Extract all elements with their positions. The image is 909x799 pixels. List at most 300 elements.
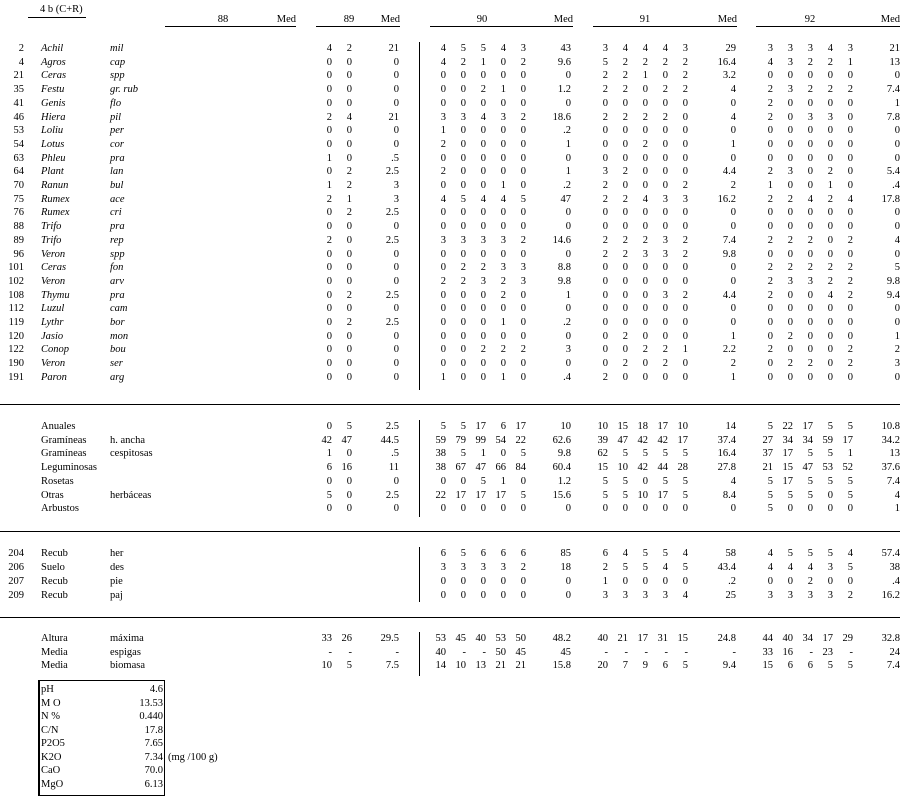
value-91: 4: [682, 590, 688, 601]
value-90: 45: [455, 633, 466, 644]
value-92: 0: [847, 125, 853, 136]
value-92: 29: [842, 633, 853, 644]
value-91: 5: [622, 476, 628, 487]
value-90: 0: [520, 358, 526, 369]
value-89: 0: [346, 262, 352, 273]
value-90: 0: [500, 166, 506, 177]
value-91: 4: [622, 548, 628, 559]
value-92: 0: [787, 180, 793, 191]
value-92: 5: [827, 448, 833, 459]
value-90: 0: [480, 503, 486, 514]
value-91: 0: [602, 153, 608, 164]
value-91: 2: [602, 194, 608, 205]
value-92: 0: [847, 331, 853, 342]
value-91: 0: [642, 303, 648, 314]
value-90: 0: [460, 125, 466, 136]
median-89: .5: [391, 448, 399, 459]
value-91: 2: [602, 112, 608, 123]
value-92: 2: [807, 57, 813, 68]
value-91: 4: [642, 43, 648, 54]
median-89: 0: [393, 372, 399, 383]
section-rule: [0, 617, 900, 618]
median-89: 0: [393, 221, 399, 232]
value-91: 4: [642, 194, 648, 205]
med-header-92: Med: [880, 14, 900, 25]
value-90: 0: [480, 153, 486, 164]
value-91: 0: [602, 303, 608, 314]
value-90: 2: [480, 262, 486, 273]
value-91: 0: [662, 303, 668, 314]
value-92: 0: [787, 153, 793, 164]
value-90: 0: [440, 303, 446, 314]
value-92: 16: [782, 647, 793, 658]
value-90: 10: [455, 660, 466, 671]
median-89: 0: [393, 476, 399, 487]
median-89: 21: [388, 112, 399, 123]
value-90: 5: [520, 490, 526, 501]
value-90: 1: [500, 372, 506, 383]
median-92: .4: [892, 576, 900, 587]
value-91: 0: [642, 290, 648, 301]
value-91: 0: [622, 503, 628, 514]
value-90: 0: [480, 576, 486, 587]
value-91: 5: [622, 448, 628, 459]
med-header-91: Med: [717, 14, 737, 25]
value-90: 0: [500, 139, 506, 150]
value-91: 2: [602, 249, 608, 260]
median-89: 0: [393, 139, 399, 150]
value-91: 4: [682, 548, 688, 559]
value-91: 0: [602, 358, 608, 369]
value-92: 0: [807, 98, 813, 109]
value-90: 3: [480, 562, 486, 573]
value-92: 6: [807, 660, 813, 671]
value-92: 5: [847, 660, 853, 671]
value-89: 0: [326, 331, 332, 342]
median-91: 24.8: [717, 633, 736, 644]
species-genus: Conop: [41, 344, 70, 355]
value-92: 3: [787, 166, 793, 177]
median-90: 14.6: [552, 235, 571, 246]
value-89: 2: [346, 43, 352, 54]
value-90: 4: [500, 43, 506, 54]
median-89: 29.5: [380, 633, 399, 644]
species-genus: Achil: [41, 43, 64, 54]
median-89: 2.5: [385, 421, 399, 432]
value-91: 0: [682, 576, 688, 587]
median-89: .5: [391, 153, 399, 164]
value-92: 0: [847, 372, 853, 383]
value-91: 0: [662, 503, 668, 514]
median-91: 3.2: [722, 70, 736, 81]
value-91: 0: [662, 98, 668, 109]
value-89: 42: [321, 435, 332, 446]
year-header-91: 91: [639, 14, 651, 25]
value-90: 38: [435, 448, 446, 459]
median-90: 0: [565, 249, 571, 260]
group-name: Rosetas: [41, 476, 74, 487]
value-92: 0: [787, 372, 793, 383]
median-90: 9.8: [557, 276, 571, 287]
median-89: 44.5: [380, 435, 399, 446]
value-91: 0: [622, 180, 628, 191]
value-90: 3: [440, 562, 446, 573]
value-92: 0: [767, 576, 773, 587]
value-92: 4: [767, 57, 773, 68]
median-91: 0: [730, 317, 736, 328]
value-90: 5: [460, 194, 466, 205]
median-92: 13: [889, 57, 900, 68]
value-92: 0: [767, 372, 773, 383]
value-90: 3: [460, 112, 466, 123]
value-90: 0: [500, 448, 506, 459]
value-90: 0: [480, 70, 486, 81]
value-92: 3: [787, 84, 793, 95]
value-91: 0: [642, 153, 648, 164]
value-89: 0: [346, 331, 352, 342]
value-90: 0: [480, 331, 486, 342]
value-92: 2: [847, 358, 853, 369]
median-92: 7.4: [886, 660, 900, 671]
median-92: 17.8: [881, 194, 900, 205]
value-91: 2: [662, 112, 668, 123]
cover-qualifier: pie: [110, 576, 123, 587]
median-92: 0: [894, 249, 900, 260]
soil-box-top: [38, 680, 165, 681]
value-91: 17: [677, 435, 688, 446]
value-89: 0: [326, 207, 332, 218]
value-91: 9: [642, 660, 648, 671]
value-91: 5: [642, 448, 648, 459]
value-92: 27: [762, 435, 773, 446]
value-91: 3: [662, 290, 668, 301]
value-89: 0: [326, 139, 332, 150]
median-91: 4: [730, 476, 736, 487]
value-91: 0: [682, 503, 688, 514]
median-91: 16.4: [717, 448, 736, 459]
value-91: 0: [602, 331, 608, 342]
value-92: 2: [767, 166, 773, 177]
section-rule: [0, 531, 900, 532]
value-92: 33: [762, 647, 773, 658]
value-92: 0: [847, 166, 853, 177]
value-91: 3: [682, 194, 688, 205]
species-epithet: mil: [110, 43, 124, 54]
species-number: 41: [13, 98, 24, 109]
median-90: 0: [565, 503, 571, 514]
median-91: 25: [725, 590, 736, 601]
value-90: 0: [500, 358, 506, 369]
value-91: 0: [662, 331, 668, 342]
value-90: 2: [520, 235, 526, 246]
median-91: 16.2: [717, 194, 736, 205]
value-91: 0: [622, 276, 628, 287]
median-89: 0: [393, 125, 399, 136]
value-92: 5: [847, 421, 853, 432]
value-90: 2: [460, 276, 466, 287]
value-92: 0: [767, 125, 773, 136]
median-92: 9.4: [886, 290, 900, 301]
value-90: 17: [475, 421, 486, 432]
median-91: 16.4: [717, 57, 736, 68]
species-epithet: pra: [110, 221, 125, 232]
species-number: 35: [13, 84, 24, 95]
value-92: 2: [767, 84, 773, 95]
species-number: 89: [13, 235, 24, 246]
value-90: 0: [480, 166, 486, 177]
value-90: 0: [500, 221, 506, 232]
value-89: 0: [346, 303, 352, 314]
value-89: 0: [326, 84, 332, 95]
median-92: 0: [894, 317, 900, 328]
value-92: 0: [787, 290, 793, 301]
value-89: 2: [326, 194, 332, 205]
value-91: 0: [682, 98, 688, 109]
value-90: 1: [500, 180, 506, 191]
value-90: 2: [480, 84, 486, 95]
value-91: -: [664, 647, 668, 658]
value-92: 0: [847, 576, 853, 587]
median-92: 0: [894, 125, 900, 136]
value-92: 0: [847, 70, 853, 81]
value-92: 4: [767, 548, 773, 559]
value-91: 5: [662, 548, 668, 559]
value-91: 0: [682, 221, 688, 232]
soil-box-right: [164, 680, 165, 796]
value-92: 2: [827, 57, 833, 68]
value-90: 0: [460, 221, 466, 232]
value-91: 5: [682, 562, 688, 573]
value-91: 0: [682, 276, 688, 287]
value-92: 0: [787, 249, 793, 260]
cover-number: 206: [8, 562, 24, 573]
value-92: 3: [787, 57, 793, 68]
median-91: 9.8: [722, 249, 736, 260]
value-91: 0: [682, 303, 688, 314]
value-89: 0: [326, 249, 332, 260]
value-91: 0: [682, 317, 688, 328]
value-91: 2: [662, 344, 668, 355]
value-92: 59: [822, 435, 833, 446]
value-90: 0: [440, 70, 446, 81]
value-91: 10: [677, 421, 688, 432]
median-91: 0: [730, 98, 736, 109]
group-name: Gramíneas: [41, 435, 87, 446]
value-90: 5: [480, 43, 486, 54]
value-92: 40: [782, 633, 793, 644]
separator-species: [419, 42, 420, 390]
value-91: 0: [662, 125, 668, 136]
value-92: 2: [847, 84, 853, 95]
value-92: 0: [807, 372, 813, 383]
value-92: 5: [807, 490, 813, 501]
soil-value: 6.13: [144, 779, 163, 790]
value-91: 0: [622, 98, 628, 109]
measure-name: Media: [41, 660, 68, 671]
value-92: 2: [787, 235, 793, 246]
value-89: 5: [346, 421, 352, 432]
value-90: 0: [460, 590, 466, 601]
value-92: 0: [847, 98, 853, 109]
value-92: 0: [787, 221, 793, 232]
value-90: 5: [440, 421, 446, 432]
value-91: 5: [682, 448, 688, 459]
median-91: 4.4: [722, 290, 736, 301]
species-genus: Veron: [41, 249, 66, 260]
species-genus: Lythr: [41, 317, 64, 328]
value-90: 3: [500, 112, 506, 123]
median-92: 57.4: [881, 548, 900, 559]
value-91: 4: [662, 43, 668, 54]
median-89: 0: [393, 344, 399, 355]
value-92: 5: [827, 421, 833, 432]
value-92: 0: [767, 207, 773, 218]
value-90: 2: [460, 57, 466, 68]
value-92: 21: [762, 462, 773, 473]
median-91: 0: [730, 303, 736, 314]
value-90: 0: [520, 576, 526, 587]
value-92: 3: [807, 43, 813, 54]
cover-name: Suelo: [41, 562, 65, 573]
value-91: 0: [662, 139, 668, 150]
value-92: 0: [787, 303, 793, 314]
table-title: 4 b (C+R): [40, 4, 83, 15]
value-90: 0: [440, 344, 446, 355]
value-92: 0: [847, 207, 853, 218]
value-89: 2: [326, 112, 332, 123]
value-90: 3: [520, 276, 526, 287]
value-91: 17: [637, 633, 648, 644]
cover-number: 207: [8, 576, 24, 587]
median-92: 24: [889, 647, 900, 658]
value-90: 3: [440, 112, 446, 123]
value-90: 0: [460, 207, 466, 218]
value-89: 6: [326, 462, 332, 473]
median-91: 0: [730, 221, 736, 232]
value-91: 3: [682, 43, 688, 54]
value-90: -: [462, 647, 466, 658]
value-91: 0: [682, 358, 688, 369]
value-89: 2: [346, 290, 352, 301]
value-89: 0: [326, 290, 332, 301]
value-92: 2: [847, 290, 853, 301]
species-genus: Veron: [41, 276, 66, 287]
value-92: -: [809, 647, 813, 658]
value-92: 0: [807, 221, 813, 232]
value-91: 18: [637, 421, 648, 432]
value-90: 0: [520, 317, 526, 328]
value-91: 0: [662, 276, 668, 287]
value-92: 5: [767, 476, 773, 487]
value-91: 1: [682, 344, 688, 355]
species-epithet: arg: [110, 372, 125, 383]
species-epithet: bou: [110, 344, 126, 355]
species-epithet: gr. rub: [110, 84, 139, 95]
cover-qualifier: paj: [110, 590, 123, 601]
median-91: 9.4: [722, 660, 736, 671]
value-89: 26: [341, 633, 352, 644]
species-number: 122: [8, 344, 24, 355]
value-89: 5: [326, 490, 332, 501]
value-92: 22: [782, 421, 793, 432]
species-number: 120: [8, 331, 24, 342]
value-92: 0: [847, 249, 853, 260]
median-90: 0: [565, 331, 571, 342]
median-90: 9.6: [557, 57, 571, 68]
measure-qualifier: espigas: [110, 647, 141, 658]
median-90: 0: [565, 70, 571, 81]
value-90: 0: [460, 180, 466, 191]
value-92: 3: [807, 590, 813, 601]
value-92: 0: [787, 503, 793, 514]
median-91: 0: [730, 207, 736, 218]
value-89: 10: [321, 660, 332, 671]
value-90: 0: [440, 249, 446, 260]
value-90: 3: [480, 235, 486, 246]
median-90: 15.6: [552, 490, 571, 501]
species-epithet: rep: [110, 235, 124, 246]
value-90: 0: [520, 590, 526, 601]
value-91: 5: [682, 660, 688, 671]
soil-label: P2O5: [41, 738, 65, 749]
value-92: 0: [807, 180, 813, 191]
group-name: Otras: [41, 490, 64, 501]
year-header-88: 88: [217, 14, 229, 25]
value-89: 0: [346, 344, 352, 355]
median-89: 2.5: [385, 166, 399, 177]
value-91: 0: [602, 139, 608, 150]
species-genus: Rumex: [41, 194, 70, 205]
value-89: 0: [326, 276, 332, 287]
value-91: 0: [602, 276, 608, 287]
value-90: 0: [460, 372, 466, 383]
median-90: 0: [565, 153, 571, 164]
value-92: 0: [827, 503, 833, 514]
value-90: 2: [500, 344, 506, 355]
value-92: 3: [847, 43, 853, 54]
value-91: 5: [602, 476, 608, 487]
median-89: 7.5: [385, 660, 399, 671]
median-90: 1: [565, 166, 571, 177]
value-92: 0: [807, 503, 813, 514]
value-91: 2: [682, 84, 688, 95]
value-91: 0: [622, 125, 628, 136]
value-92: 0: [807, 153, 813, 164]
species-epithet: cri: [110, 207, 122, 218]
value-90: -: [482, 647, 486, 658]
value-92: 5: [767, 490, 773, 501]
soil-label: M O: [41, 698, 61, 709]
value-91: 0: [662, 166, 668, 177]
soil-unit: (mg /100 g): [168, 752, 218, 763]
value-90: 54: [495, 435, 506, 446]
value-91: 0: [622, 262, 628, 273]
value-92: 0: [847, 317, 853, 328]
value-91: 2: [642, 139, 648, 150]
value-90: 0: [440, 262, 446, 273]
value-91: 42: [637, 462, 648, 473]
value-92: 0: [767, 358, 773, 369]
group-qualifier: h. ancha: [110, 435, 145, 446]
median-92: 38: [889, 562, 900, 573]
species-genus: Ceras: [41, 70, 67, 81]
value-91: 0: [682, 207, 688, 218]
species-number: 191: [8, 372, 24, 383]
value-92: 23: [822, 647, 833, 658]
value-91: 0: [602, 221, 608, 232]
value-92: 2: [767, 344, 773, 355]
value-91: 5: [602, 57, 608, 68]
